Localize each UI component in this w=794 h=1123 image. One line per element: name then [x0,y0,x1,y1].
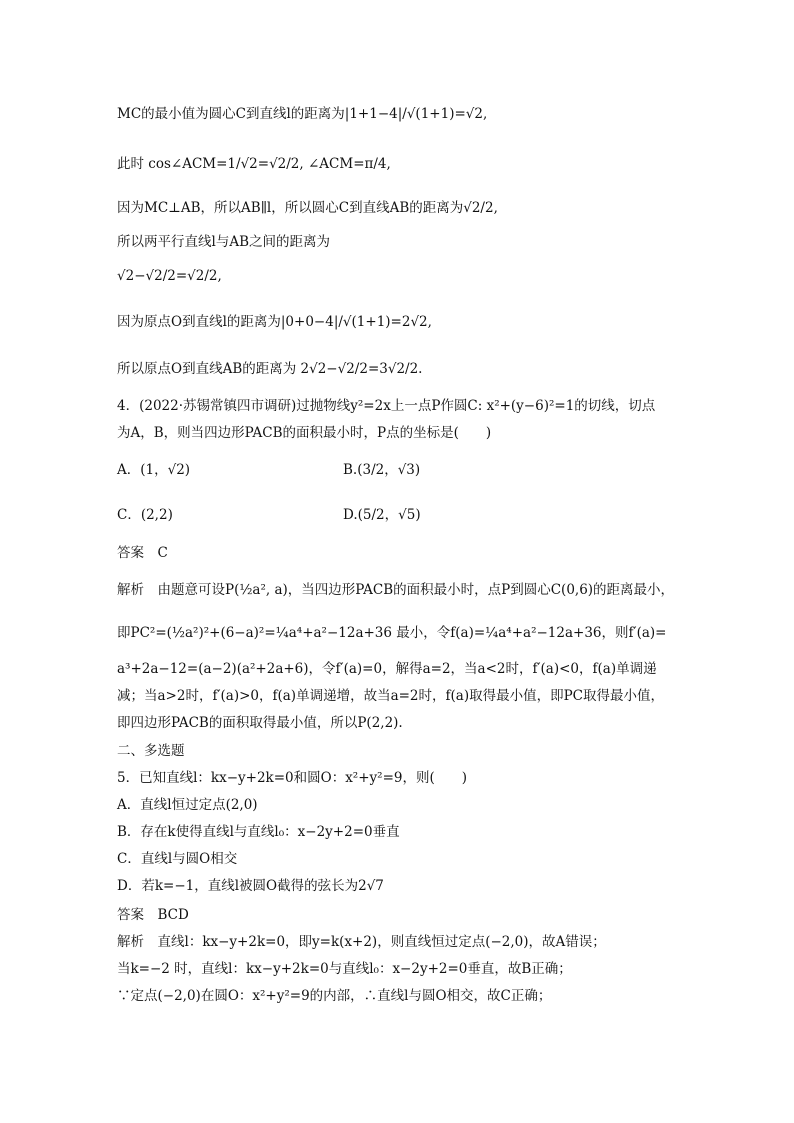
option-b: B.(3/2，√3) [343,462,421,478]
solution-line: 减；当a>2时，f′(a)>0，f(a)单调递增，故当a=2时，f(a)取得最小值，即PC取得最小值， [117,688,665,704]
option-c: C．(2,2) [117,507,173,523]
text-line: 因为原点O到直线l的距离为|0+0−4|/√(1+1)=2√2, [117,314,432,330]
section-heading: 二、多选题 [117,743,185,759]
question-4-stem: 为A，B，则当四边形PACB的面积最小时，P点的坐标是( ) [117,425,492,441]
answer-line: 答案 C [117,545,168,561]
solution-line: a³+2a−12=(a−2)(a²+2a+6)，令f′(a)=0，解得a=2，当a<2时，f′(a)<0，f(a)单调递 [117,661,657,677]
option-line: A．直线l恒过定点(2,0) [117,797,258,813]
text-line: 此时 cos∠ACM=1/√2=√2/2, ∠ACM=π/4, [117,156,391,172]
question-5-stem: 5．已知直线l：kx−y+2k=0和圆O：x²+y²=9，则( ) [117,770,467,786]
solution-line: 即四边形PACB的面积取得最小值，所以P(2,2). [117,715,403,731]
solution-line: ∵定点(−2,0)在圆O：x²+y²=9的内部，∴直线l与圆O相交，故C正确； [117,988,552,1004]
solution-line: 解析 由题意可设P(½a², a)，当四边形PACB的面积最小时，点P到圆心C(0,6)的距离最小， [117,582,675,598]
solution-line: 即PC²=(½a²)²+(6−a)²=¼a⁴+a²−12a+36 最小，令f(a)=¼a⁴+a²−12a+36，则f′(a)= [117,625,667,641]
option-line: B．存在k使得直线l与直线l₀：x−2y+2=0垂直 [117,824,400,840]
option-d: D.(5/2，√5) [343,507,421,523]
option-a: A．(1，√2) [117,462,191,478]
text-line: 所以两平行直线l与AB之间的距离为 [117,234,330,250]
answer-line: 答案 BCD [117,907,189,923]
option-line: D．若k=−1，直线l被圆O截得的弦长为2√7 [117,878,384,894]
text-line: MC的最小值为圆心C到直线l的距离为|1+1−4|/√(1+1)=√2, [117,106,488,122]
solution-line: 当k=−2 时，直线l：kx−y+2k=0与直线l₀：x−2y+2=0垂直，故B正确； [117,961,572,977]
text-line: 因为MC⊥AB，所以AB∥l，所以圆心C到直线AB的距离为√2/2, [117,200,498,216]
solution-line: 解析 直线l：kx−y+2k=0，即y=k(x+2)，则直线恒过定点(−2,0)，故A错误； [117,934,606,950]
option-line: C．直线l与圆O相交 [117,851,238,867]
question-4-stem: 4．(2022·苏锡常镇四市调研)过抛物线y²=2x上一点P作圆C: x²+(y−6)²=1的切线，切点 [117,398,656,414]
text-line: √2−√2/2=√2/2, [117,268,222,284]
text-line: 所以原点O到直线AB的距离为 2√2−√2/2=3√2/2. [117,361,423,377]
